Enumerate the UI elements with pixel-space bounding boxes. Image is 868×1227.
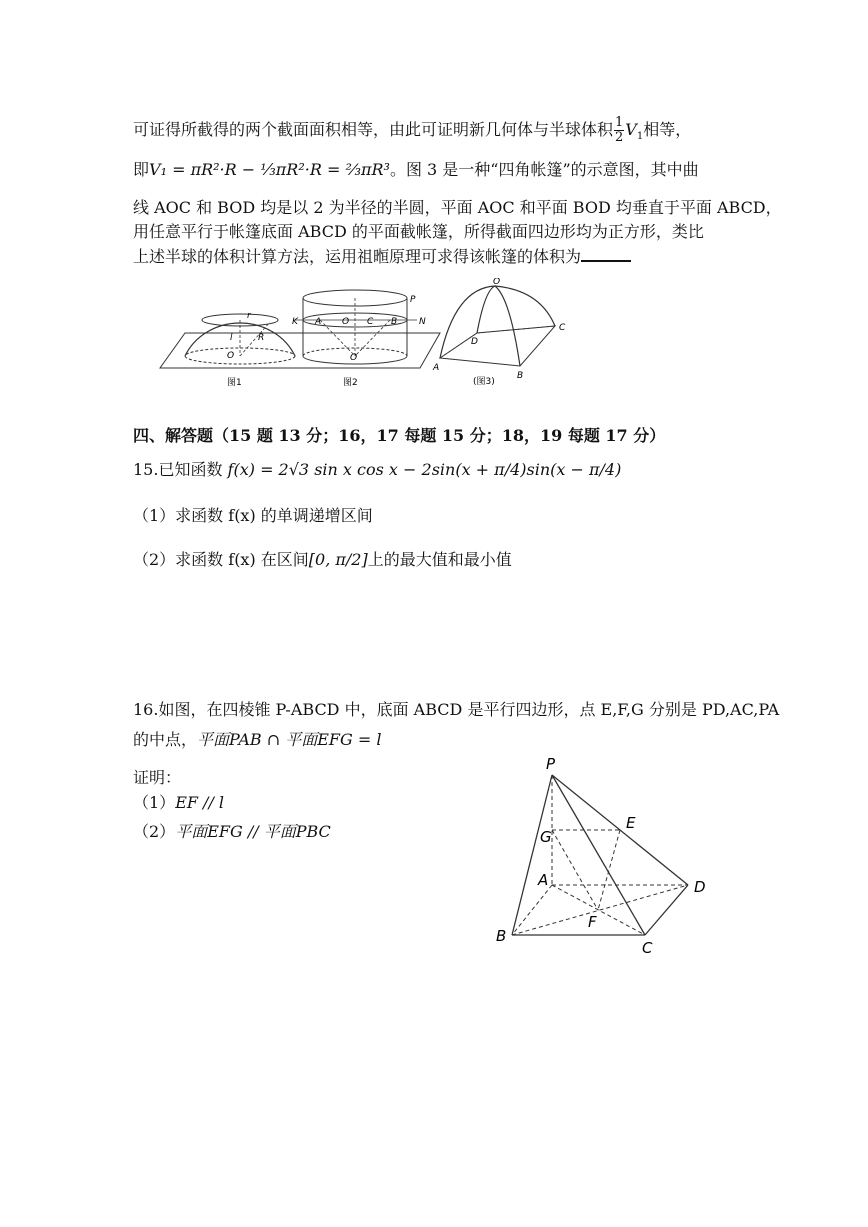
figure-pyramid-pabcd	[490, 755, 720, 960]
fig3-label-B: B	[517, 371, 524, 381]
intro-line-2: 即V₁ = πR²·R − ⅓πR²·R = ⅔πR³。图 3 是一种“四角帐篷”的示意图，其中曲	[133, 160, 699, 179]
fig2-label-C: C	[367, 317, 374, 327]
fig2-label-B: B	[391, 317, 398, 327]
pyramid-label-D: D	[694, 878, 706, 896]
fig1-label-l: l	[230, 333, 233, 343]
fig3-label-O: O	[493, 278, 501, 287]
section-heading: 四、解答题（15 题 13 分；16，17 每题 15 分；18，19 每题 17 分）	[133, 426, 666, 445]
answer-blank	[581, 246, 631, 262]
q15-interval: [0, π/2]	[308, 550, 368, 569]
fig2-label-K: K	[292, 317, 298, 327]
pyramid-label-P: P	[546, 755, 556, 773]
fig2-label-O-bottom: O	[350, 353, 358, 363]
pyramid-label-C: C	[642, 939, 653, 957]
pyramid-label-B: B	[496, 927, 507, 945]
volume-var: V	[625, 120, 637, 139]
fig3-label-A: A	[433, 363, 440, 373]
fig3-caption: (图3)	[473, 377, 495, 387]
q16-stem-line-2: 的中点，平面PAB ∩ 平面EFG = l	[133, 730, 382, 749]
fig2-label-P: P	[410, 295, 416, 305]
fig1-label-r: r	[247, 311, 251, 321]
fig2-label-N: N	[419, 317, 426, 327]
intro-line-1: 可证得所截得的两个截面面积相等，由此可证明新几何体与半球体积 $\frac{1}{2}$ $V_1$相等，	[133, 115, 692, 145]
hemisphere-volume-formula: V₁ = πR²·R − ⅓πR²·R = ⅔πR³	[149, 160, 390, 179]
pyramid-label-E: E	[626, 814, 636, 832]
figure-hemisphere-cylinder-tent	[155, 278, 595, 398]
fig2-label-A: A	[315, 317, 322, 327]
q16-part-2: （2）平面EFG // 平面PBC	[133, 822, 331, 841]
fig1-caption: 图1	[227, 378, 242, 388]
fig3-label-D: D	[471, 337, 478, 347]
pyramid-label-A: A	[538, 871, 549, 889]
fig2-caption: 图2	[343, 378, 358, 388]
q15-part-1: （1）求函数 f(x) 的单调递增区间	[133, 506, 373, 525]
fig3-label-C: C	[559, 323, 566, 333]
q16-part-1: （1）EF // l	[133, 793, 225, 812]
fig1-label-R: R	[258, 333, 265, 343]
intro-text: 可证得所截得的两个截面面积相等，由此可证明新几何体与半球体积	[133, 120, 614, 139]
fig1-label-O: O	[227, 351, 235, 361]
q16-stem-line-1: 16.如图，在四棱锥 P-ABCD 中，底面 ABCD 是平行四边形，点 E,F,G 分别是 PD,AC,PA	[133, 700, 780, 719]
q15-part-2: （2）求函数 f(x) 在区间[0, π/2]上的最大值和最小值	[133, 550, 512, 569]
q16-plane-intersection: 平面PAB ∩ 平面EFG = l	[197, 730, 382, 749]
q15-function-formula: f(x) = 2√3 sin x cos x − 2sin(x + π/4)sin(x − π/4)	[227, 460, 622, 479]
intro-line-5: 上述半球的体积计算方法，运用祖暅原理可求得该帐篷的体积为	[133, 246, 631, 267]
pyramid-label-G: G	[540, 828, 552, 846]
fig2-label-O-mid: O	[342, 317, 350, 327]
intro-line-3: 线 AOC 和 BOD 均是以 2 为半径的半圆，平面 AOC 和平面 BOD 均垂直于平面 ABCD，	[133, 198, 782, 217]
q16-proof-label: 证明：	[133, 768, 182, 787]
fraction: $\frac{1}{2}$	[615, 115, 624, 145]
q15-stem: 15.已知函数 f(x) = 2√3 sin x cos x − 2sin(x + π/4)sin(x − π/4)	[133, 460, 622, 479]
pyramid-label-F: F	[588, 913, 597, 931]
intro-line-4: 用任意平行于帐篷底面 ABCD 的平面截帐篷，所得截面四边形均为正方形，类比	[133, 222, 704, 241]
